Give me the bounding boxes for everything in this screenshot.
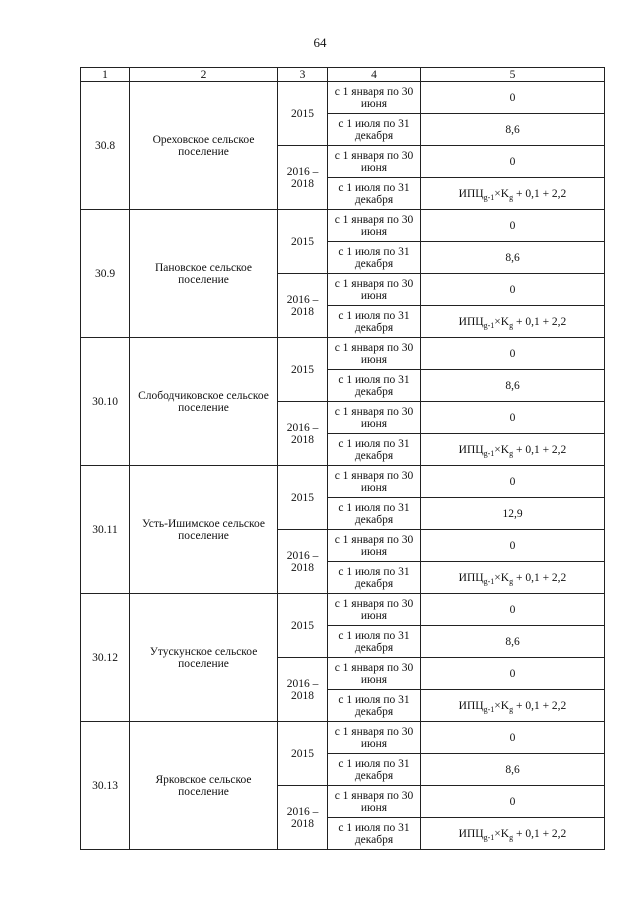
growth-formula [459, 828, 567, 840]
date-range: с 1 июля по 31 декабря [328, 306, 421, 338]
table-row [81, 466, 605, 498]
formula-ipc-subscript: g-1 [483, 576, 495, 586]
tariff-value: 0 [421, 82, 605, 114]
period-year: 2015 [278, 594, 328, 658]
section-code: 30.12 [81, 594, 130, 722]
tariff-value: 0 [421, 338, 605, 370]
date-range: с 1 июля по 31 декабря [328, 242, 421, 274]
formula-k-subscript: g [509, 576, 514, 586]
growth-formula [459, 316, 567, 328]
period-year: 2015 [278, 82, 328, 146]
settlement-name: Слободчиковское сельское поселение [130, 338, 278, 466]
formula-ipc: ИПЦ [458, 443, 484, 456]
tariff-value: 0 [421, 402, 605, 434]
table-row [81, 594, 605, 626]
formula-tail: + 0,1 + 2,2 [513, 187, 567, 200]
settlement-name: Усть-Ишимское сельское поселение [130, 466, 278, 594]
formula-ipc: ИПЦ [458, 571, 484, 584]
date-range: с 1 июля по 31 декабря [328, 434, 421, 466]
formula-ipc: ИПЦ [458, 187, 484, 200]
date-range: с 1 июля по 31 декабря [328, 626, 421, 658]
growth-formula [459, 572, 567, 584]
tariff-value: 0 [421, 210, 605, 242]
period-year: 2016 – 2018 [278, 274, 328, 338]
table-header [81, 68, 605, 82]
period-year: 2016 – 2018 [278, 658, 328, 722]
tariff-value: 8,6 [421, 242, 605, 274]
tariff-value: 8,6 [421, 114, 605, 146]
tariff-value: 0 [421, 594, 605, 626]
formula-k: K [500, 315, 510, 328]
tariff-value: 0 [421, 530, 605, 562]
date-range: с 1 января по 30 июня [328, 466, 421, 498]
section-code: 30.13 [81, 722, 130, 850]
formula-tail: + 0,1 + 2,2 [513, 571, 567, 584]
formula-tail: + 0,1 + 2,2 [513, 315, 567, 328]
tariff-value: 12,9 [421, 498, 605, 530]
formula-k: K [500, 443, 510, 456]
tariff-table [80, 67, 605, 850]
date-range: с 1 января по 30 июня [328, 594, 421, 626]
date-range: с 1 января по 30 июня [328, 722, 421, 754]
tariff-value: 0 [421, 658, 605, 690]
date-range: с 1 января по 30 июня [328, 402, 421, 434]
formula-k: K [500, 187, 510, 200]
formula-k-subscript: g [509, 448, 514, 458]
formula-ipc-subscript: g-1 [483, 704, 495, 714]
date-range: с 1 января по 30 июня [328, 210, 421, 242]
period-year: 2016 – 2018 [278, 530, 328, 594]
section-code: 30.10 [81, 338, 130, 466]
tariff-value [421, 818, 605, 850]
tariff-value: 0 [421, 786, 605, 818]
period-year: 2016 – 2018 [278, 786, 328, 850]
section-code: 30.11 [81, 466, 130, 594]
formula-times: × [494, 443, 501, 456]
tariff-value [421, 690, 605, 722]
date-range: с 1 января по 30 июня [328, 82, 421, 114]
date-range: с 1 июля по 31 декабря [328, 562, 421, 594]
date-range: с 1 июля по 31 декабря [328, 754, 421, 786]
date-range: с 1 июля по 31 декабря [328, 178, 421, 210]
formula-times: × [494, 315, 501, 328]
formula-tail: + 0,1 + 2,2 [513, 443, 567, 456]
table-row [81, 722, 605, 754]
column-header-2: 2 [130, 68, 278, 82]
formula-tail: + 0,1 + 2,2 [513, 699, 567, 712]
formula-k-subscript: g [509, 704, 514, 714]
formula-k: K [500, 699, 510, 712]
growth-formula [459, 700, 567, 712]
date-range: с 1 июля по 31 декабря [328, 114, 421, 146]
formula-times: × [494, 699, 501, 712]
table-row [81, 82, 605, 114]
formula-ipc-subscript: g-1 [483, 448, 495, 458]
tariff-value [421, 178, 605, 210]
date-range: с 1 июля по 31 декабря [328, 818, 421, 850]
column-header-1: 1 [81, 68, 130, 82]
date-range: с 1 января по 30 июня [328, 274, 421, 306]
date-range: с 1 июля по 31 декабря [328, 370, 421, 402]
period-year: 2015 [278, 338, 328, 402]
section-code: 30.8 [81, 82, 130, 210]
formula-ipc: ИПЦ [458, 827, 484, 840]
tariff-value: 0 [421, 146, 605, 178]
formula-k-subscript: g [509, 320, 514, 330]
column-header-3: 3 [278, 68, 328, 82]
formula-ipc-subscript: g-1 [483, 832, 495, 842]
date-range: с 1 января по 30 июня [328, 338, 421, 370]
settlement-name: Ореховское сельское поселение [130, 82, 278, 210]
column-header-5: 5 [421, 68, 605, 82]
page-number: 64 [313, 35, 327, 50]
formula-tail: + 0,1 + 2,2 [513, 827, 567, 840]
table-body [81, 82, 605, 850]
formula-k: K [500, 571, 510, 584]
tariff-value: 8,6 [421, 370, 605, 402]
formula-times: × [494, 827, 501, 840]
table-row [81, 210, 605, 242]
section-code: 30.9 [81, 210, 130, 338]
formula-k-subscript: g [509, 832, 514, 842]
tariff-value: 8,6 [421, 754, 605, 786]
date-range: с 1 января по 30 июня [328, 658, 421, 690]
formula-ipc: ИПЦ [458, 315, 484, 328]
formula-ipc-subscript: g-1 [483, 192, 495, 202]
formula-k-subscript: g [509, 192, 514, 202]
tariff-value: 0 [421, 722, 605, 754]
formula-ipc: ИПЦ [458, 699, 484, 712]
growth-formula [459, 188, 567, 200]
formula-times: × [494, 187, 501, 200]
formula-times: × [494, 571, 501, 584]
settlement-name: Утускунское сельское поселение [130, 594, 278, 722]
date-range: с 1 января по 30 июня [328, 146, 421, 178]
column-header-4: 4 [328, 68, 421, 82]
settlement-name: Пановское сельское поселение [130, 210, 278, 338]
tariff-value: 0 [421, 274, 605, 306]
period-year: 2015 [278, 210, 328, 274]
date-range: с 1 июля по 31 декабря [328, 498, 421, 530]
table-row [81, 338, 605, 370]
growth-formula [459, 444, 567, 456]
tariff-value [421, 562, 605, 594]
date-range: с 1 января по 30 июня [328, 530, 421, 562]
tariff-value [421, 434, 605, 466]
formula-k: K [500, 827, 510, 840]
formula-ipc-subscript: g-1 [483, 320, 495, 330]
date-range: с 1 января по 30 июня [328, 786, 421, 818]
tariff-value: 0 [421, 466, 605, 498]
tariff-value: 8,6 [421, 626, 605, 658]
period-year: 2016 – 2018 [278, 146, 328, 210]
period-year: 2015 [278, 722, 328, 786]
period-year: 2016 – 2018 [278, 402, 328, 466]
date-range: с 1 июля по 31 декабря [328, 690, 421, 722]
tariff-value [421, 306, 605, 338]
period-year: 2015 [278, 466, 328, 530]
settlement-name: Ярковское сельское поселение [130, 722, 278, 850]
